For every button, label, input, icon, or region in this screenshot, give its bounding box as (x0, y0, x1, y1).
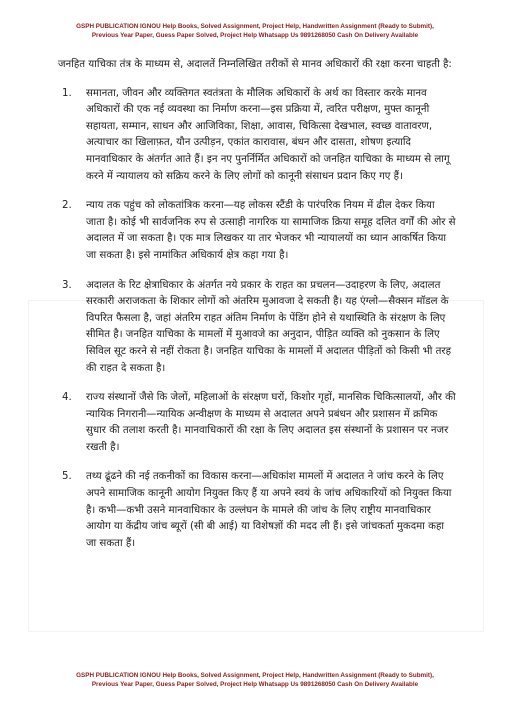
numbered-list (58, 86, 456, 553)
item-number: 2. (62, 200, 72, 212)
document-body (58, 57, 456, 565)
item-text: समानता, जीवन और व्यक्तिगत स्वतंत्रता के मौलिक अधिकारों के अर्थ का विस्तार करके मानव अधिकारों की एक नई व्यवस्था का निर्माण करना—इस प्रक्रिया में, त्वरित परीक्षण, मुफ्त कानूनी सहायता, सम्मान, साधन और आजिविका, शिक्षा, आवास, चिकित्सा देखभाल, स्वच्छ वातावरण, अत्याचार का खिलाफ़त, यौन उत्पीड़न, एकांत कारावास, बंधन और दासता, शोषण इत्यादि मानवाधिकार के अंतर्गत आते हैं। इन नए पुनर्निर्मित अधिकारों को जनहित याचिका के माध्यम से लागू करने में न्यायालय को सक्रिय करने के लिए लोगों को कानूनी संसाधन प्रदान किए गए हैं। (86, 87, 450, 182)
header-line-1: GSPH PUBLICATION IGNOU Help Books, Solved Assignment, Project Help, Handwritten Assignment (Ready to Submit), (76, 23, 434, 30)
list-item (58, 278, 456, 378)
publication-footer (0, 671, 510, 689)
item-number: 3. (62, 279, 72, 291)
item-number: 1. (62, 87, 72, 99)
header-line-2: Previous Year Paper, Guess Paper Solved, Project Help Whatsapp Us 9891268050 Cash On Delivery Available (91, 32, 419, 39)
item-number: 5. (62, 471, 72, 483)
list-item (58, 469, 456, 552)
item-number: 4. (62, 392, 72, 404)
item-text: न्याय तक पहुंच को लोकतांत्रिक करना—यह लोकस स्टैंडी के पारंपरिक नियम में ढील देकर किया जाता है। कोई भी सार्वजनिक रुप से उत्साही नागरिक या सामाजिक क्रिया समूह दलित वर्गों की ओर से अदालत में जा सकता है। एक मात्र लिखकर या तार भेजकर भी न्यायालयों का ध्यान आकर्षित किया जा सकता है। इसे नामांकित अधिकार्य क्षेत्र कहा गया है। (86, 200, 456, 261)
list-item (58, 198, 456, 264)
item-text: अदालत के रिट क्षेत्राधिकार के अंतर्गत नये प्रकार के राहत का प्रचलन—उदाहरण के लिए, अदालत सरकारी अराजकता के शिकार लोगों को अंतरिम मुआवजा दे सकती है। यह एंग्लो—सैक्सन मॉडल के विपरित फैसला है, जहां अंतरिम राहत अंतिम निर्माण के पेंडिंग होने से यथास्थिति के संरक्षण के लिए सीमित है। जनहित याचिका के मामलों में मुआवजे का अनुदान, पीड़ित व्यक्ति को नुकसान के लिए सिविल सूट करने से नहीं रोकता है। जनहित याचिका के मामलों में अदालत पीड़ितों को किसी भी तरह की राहत दे सकता है। (86, 279, 451, 374)
item-text: तथ्य ढूंढने की नई तकनीकों का विकास करना—अधिकांश मामलों में अदालत ने जांच करने के लिए अपने सामाजिक कानूनी आयोग नियुक्त किए हैं या अपने स्वयं के जांच अधिकारियों को नियुक्त किया है। कभी—कभी उसने मानवाधिकार के उल्लंघन के मामले की जांच के लिए राष्ट्रीय मानवाधिकार आयोग या केंद्रीय जांच ब्यूरों (सी बी आई) या विशेषज्ञों की मदद ली हैं। इसे जांचकर्ता मुकदमा कहा जा सकता हैं। (86, 471, 452, 549)
item-text: राज्य संस्थानों जैसे कि जेलों, महिलाओं के संरक्षण घरों, किशोर गृहों, मानसिक चिकित्सालयों, और की न्यायिक निगरानी—न्यायिक अन्वीक्षण के माध्यम से अदालत अपने प्रबंधन और प्रशासन में क्रमिक सुधार की तलाश करती है। मानवाधिकारों की रक्षा के लिए अदालत इस संस्थानों के प्रशासन पर नजर रखती है। (86, 392, 456, 453)
intro-paragraph: जनहित याचिका तंत्र के माध्यम से, अदालतें निम्नलिखित तरीकों से मानव अधिकारों की रक्षा करना चाहती है: (58, 59, 452, 70)
publication-header (0, 22, 510, 40)
footer-line-2: Previous Year Paper, Guess Paper Solved, Project Help Whatsapp Us 9891268050 Cash On Delivery Available (91, 681, 419, 688)
list-item (58, 86, 456, 186)
list-item (58, 390, 456, 456)
footer-line-1: GSPH PUBLICATION IGNOU Help Books, Solved Assignment, Project Help, Handwritten Assignment (Ready to Submit), (76, 672, 434, 679)
